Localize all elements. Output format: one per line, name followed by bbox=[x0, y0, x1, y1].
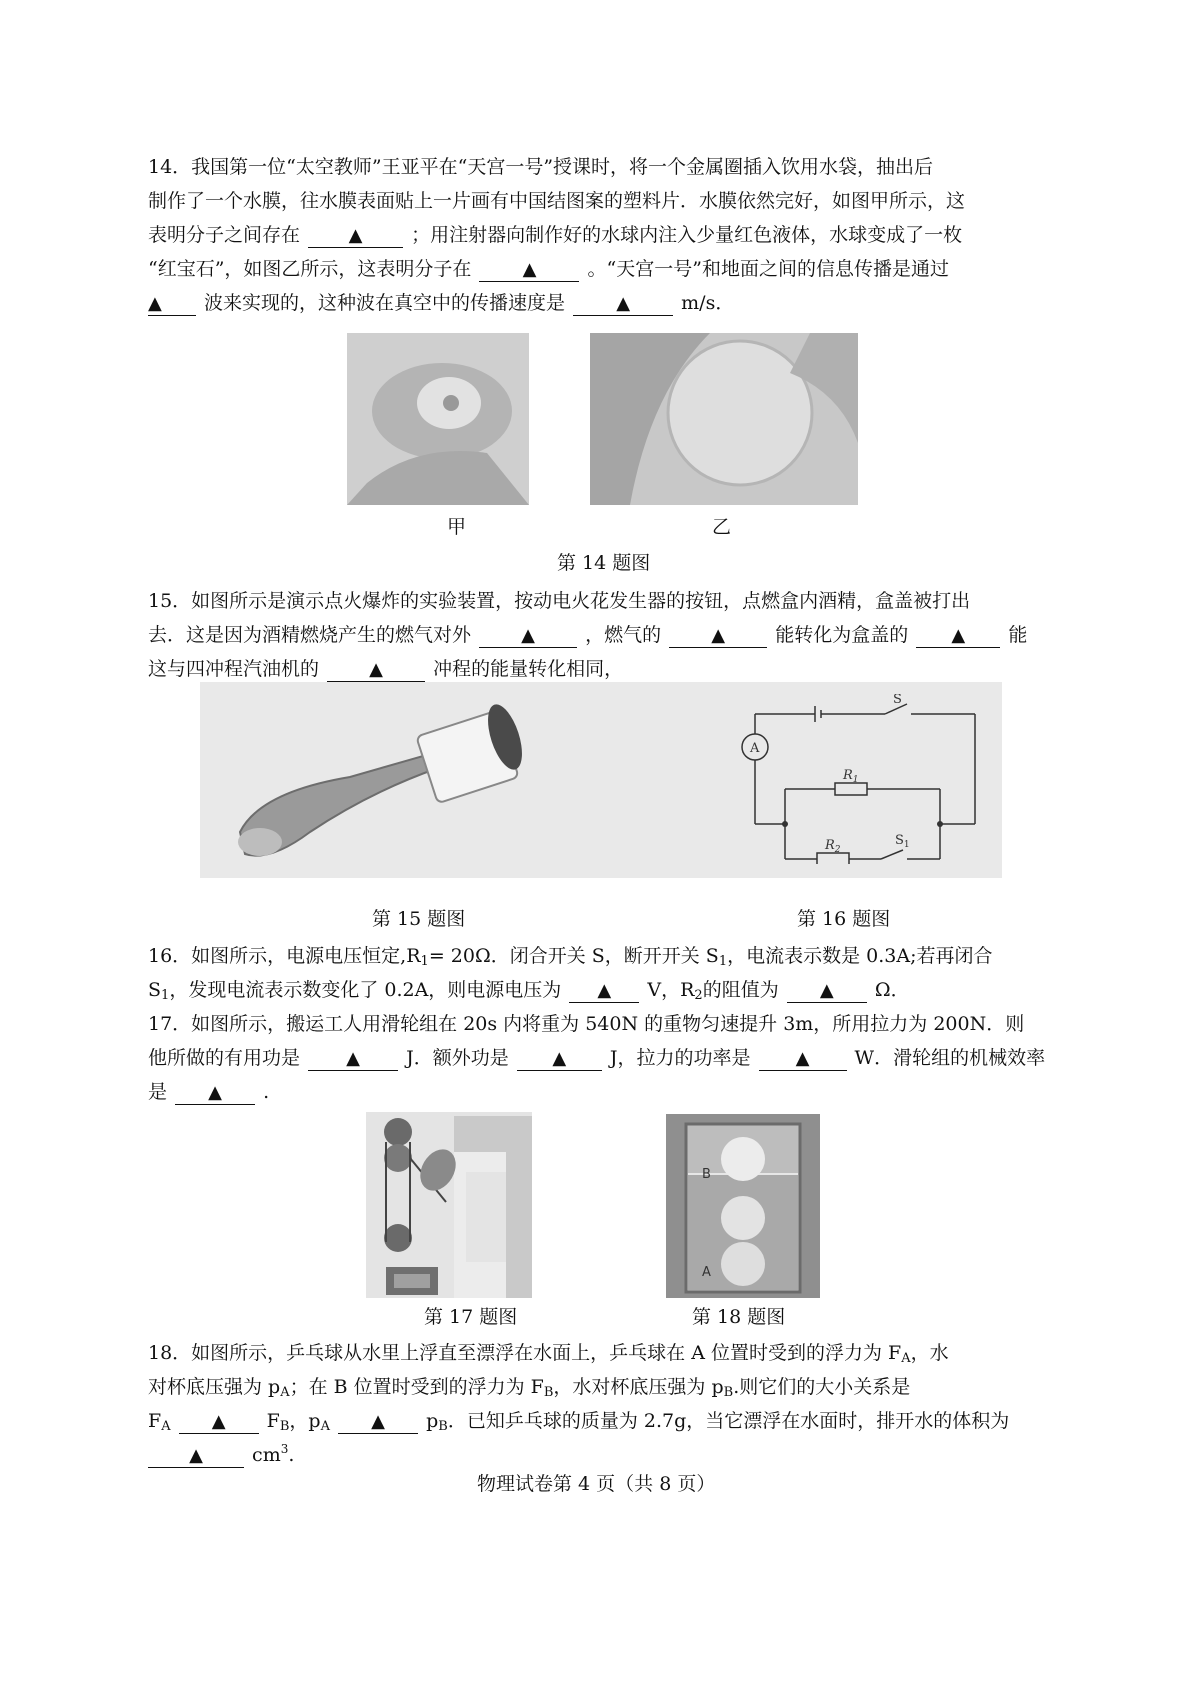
blank-marker: ▲ bbox=[369, 659, 383, 680]
q17-line-1: 17．如图所示，搬运工人用滑轮组在 20s 内将重为 540N 的重物匀速提升 3m，所用拉力为 200N．则 bbox=[148, 1013, 1025, 1035]
q18-text: ；在 B 位置时受到的浮力为 F bbox=[289, 1376, 544, 1398]
q18-text: .则它们的大小关系是 bbox=[733, 1376, 911, 1398]
q14-line-1: 14．我国第一位“太空教师”王亚平在“天宫一号”授课时，将一个金属圈插入饮用水袋，抽出后 bbox=[148, 156, 934, 178]
q18-subscript: B bbox=[543, 1385, 554, 1400]
answer-blank bbox=[148, 292, 196, 316]
figure-18-caption: 第 18 题图 bbox=[692, 1306, 786, 1328]
q18-text: ，水对杯底压强为 p bbox=[553, 1376, 724, 1398]
q17-text: W．滑轮组的机械效率 bbox=[854, 1047, 1046, 1069]
q14-text: 表明分子之间存在 bbox=[148, 224, 301, 246]
blank-marker: ▲ bbox=[189, 1445, 203, 1466]
q18-subscript: A bbox=[901, 1351, 911, 1366]
r1-label bbox=[842, 768, 859, 785]
blank-marker: ▲ bbox=[711, 625, 726, 646]
q16-subscript: 1 bbox=[718, 954, 728, 969]
answer-blank bbox=[759, 1047, 847, 1071]
q17-text: . bbox=[263, 1081, 270, 1103]
answer-blank bbox=[179, 1410, 259, 1434]
answer-blank bbox=[916, 624, 1000, 648]
blank-marker: ▲ bbox=[148, 293, 162, 314]
answer-blank bbox=[308, 224, 403, 248]
blank-marker: ▲ bbox=[208, 1082, 222, 1103]
circuit-diagram bbox=[735, 694, 995, 864]
question-17 bbox=[148, 1007, 1063, 1109]
figure-14-caption: 第 14 题图 bbox=[557, 552, 651, 574]
q16-line-2 bbox=[148, 973, 1063, 1007]
q18-text: cm bbox=[252, 1444, 281, 1466]
figure-18-beaker bbox=[666, 1114, 820, 1298]
blank-marker: ▲ bbox=[552, 1048, 567, 1069]
figure-14-photo-b bbox=[590, 333, 858, 505]
s1-subscript: 1 bbox=[903, 840, 910, 850]
q17-text: J．额外功是 bbox=[406, 1047, 509, 1069]
answer-blank bbox=[669, 624, 767, 648]
water-ball-photo bbox=[590, 333, 858, 505]
q14-text: 波来实现的，这种波在真空中的传播速度是 bbox=[204, 292, 566, 314]
q15-text: 能转化为盒盖的 bbox=[775, 624, 909, 646]
q15-text: 去．这是因为酒精燃烧产生的燃气对外 bbox=[148, 624, 472, 646]
q18-text: ．已知乒乓球的质量为 2.7g，当它漂浮在水面时，排开水的体积为 bbox=[447, 1410, 1010, 1432]
q16-text: 的阻值为 bbox=[702, 979, 779, 1001]
q16-subscript: 1 bbox=[161, 988, 170, 1003]
blank-marker: ▲ bbox=[795, 1048, 810, 1069]
r1-letter: R bbox=[843, 768, 853, 783]
position-a-label: A bbox=[702, 1265, 711, 1280]
blank-marker: ▲ bbox=[616, 293, 631, 314]
ammeter-label: A bbox=[750, 741, 760, 756]
q16-subscript: 1 bbox=[420, 954, 429, 969]
q14-text: m/s． bbox=[681, 292, 735, 314]
q18-text: F bbox=[266, 1410, 280, 1432]
answer-blank bbox=[573, 292, 673, 316]
q18-text: F bbox=[148, 1410, 162, 1432]
q18-line-4 bbox=[148, 1438, 1063, 1472]
q14-line-2: 制作了一个水膜，往水膜表面贴上一片画有中国结图案的塑料片．水膜依然完好，如图甲所示，这 bbox=[148, 190, 966, 212]
beaker-photo bbox=[666, 1114, 820, 1298]
answer-blank bbox=[338, 1410, 418, 1434]
q18-text: p bbox=[426, 1410, 439, 1432]
r2-letter: R bbox=[825, 838, 835, 853]
figure-14-label-b: 乙 bbox=[712, 516, 732, 538]
q15-text: 这与四冲程汽油机的 bbox=[148, 658, 320, 680]
answer-blank bbox=[308, 1047, 398, 1071]
switch-s1-label bbox=[895, 833, 910, 850]
q14-line-4 bbox=[148, 252, 1063, 286]
r1-subscript: 1 bbox=[852, 775, 859, 785]
q18-text: 18．如图所示，乒乓球从水里上浮直至漂浮在水面上，乒乓球在 A 位置时受到的浮力为 F bbox=[148, 1342, 902, 1364]
blank-marker: ▲ bbox=[346, 1048, 360, 1069]
q16-text: = 20Ω．闭合开关 S，断开开关 S bbox=[428, 945, 719, 967]
q14-text: ；用注射器向制作好的水球内注入少量红色液体，水球变成了一枚 bbox=[411, 224, 963, 246]
answer-blank bbox=[175, 1081, 255, 1105]
q15-line-2 bbox=[148, 618, 1063, 652]
figure-14-label-a: 甲 bbox=[447, 516, 467, 538]
blank-marker: ▲ bbox=[522, 259, 537, 280]
position-b-label: B bbox=[702, 1167, 711, 1182]
figure-17-pulley bbox=[366, 1112, 532, 1298]
blank-marker: ▲ bbox=[819, 980, 834, 1001]
r2-label bbox=[824, 838, 841, 855]
figure-17-caption: 第 17 题图 bbox=[424, 1306, 518, 1328]
q16-text: ，电流表示数是 0.3A;若再闭合 bbox=[727, 945, 993, 967]
question-15 bbox=[148, 584, 1063, 686]
q18-subscript: B bbox=[438, 1419, 448, 1434]
q16-text: S bbox=[148, 979, 162, 1001]
q15-text: ，燃气的 bbox=[585, 624, 662, 646]
q16-text: ，发现电流表示数变化了 0.2A，则电源电压为 bbox=[169, 979, 562, 1001]
switch-s-label: S bbox=[893, 694, 902, 707]
figure-14-photo-a bbox=[347, 333, 529, 505]
q18-subscript: B bbox=[279, 1419, 290, 1434]
blank-marker: ▲ bbox=[211, 1411, 226, 1432]
q16-text: 16．如图所示，电源电压恒定,R bbox=[148, 945, 421, 967]
answer-blank bbox=[517, 1047, 602, 1071]
answer-blank bbox=[148, 1444, 244, 1468]
q15-text: 能 bbox=[1008, 624, 1028, 646]
q18-superscript: 3 bbox=[280, 1442, 289, 1456]
water-film-photo bbox=[347, 333, 529, 505]
question-18 bbox=[148, 1336, 1063, 1472]
q18-subscript: A bbox=[161, 1419, 171, 1434]
q15-line-3 bbox=[148, 652, 1063, 686]
q18-subscript: A bbox=[280, 1385, 290, 1400]
blank-marker: ▲ bbox=[521, 625, 535, 646]
answer-blank bbox=[479, 624, 577, 648]
q18-subscript: A bbox=[320, 1419, 330, 1434]
q14-text: 。“天宫一号”和地面之间的信息传播是通过 bbox=[587, 258, 949, 280]
q18-subscript: B bbox=[723, 1385, 734, 1400]
figure-15-16-panel bbox=[200, 682, 1002, 878]
answer-blank bbox=[479, 258, 579, 282]
q17-line-2 bbox=[148, 1041, 1063, 1075]
blank-marker: ▲ bbox=[348, 225, 363, 246]
question-16 bbox=[148, 939, 1063, 1007]
q14-text: “红宝石”，如图乙所示，这表明分子在 bbox=[148, 258, 472, 280]
q14-line-3 bbox=[148, 218, 1063, 252]
page-footer: 物理试卷第 4 页（共 8 页） bbox=[477, 1473, 716, 1495]
q15-text: 冲程的能量转化相同， bbox=[433, 658, 624, 680]
q18-line-2 bbox=[148, 1370, 1063, 1404]
blank-marker: ▲ bbox=[371, 1411, 385, 1432]
answer-blank bbox=[787, 979, 867, 1003]
q17-text: 是 bbox=[148, 1081, 168, 1103]
q16-subscript: 2 bbox=[694, 988, 703, 1003]
r2-subscript: 2 bbox=[834, 845, 841, 855]
q18-text: 对杯底压强为 p bbox=[148, 1376, 281, 1398]
q14-line-5 bbox=[148, 286, 1063, 320]
pulley-photo bbox=[366, 1112, 532, 1298]
q18-line-1 bbox=[148, 1336, 1063, 1370]
q17-text: J，拉力的功率是 bbox=[609, 1047, 751, 1069]
figure-16-caption: 第 16 题图 bbox=[797, 908, 891, 930]
q16-text: V，R bbox=[647, 979, 695, 1001]
answer-blank bbox=[569, 979, 639, 1003]
q16-text: Ω． bbox=[874, 979, 910, 1001]
figure-15-caption: 第 15 题图 bbox=[372, 908, 466, 930]
answer-blank bbox=[327, 658, 425, 682]
q18-text: ，水 bbox=[910, 1342, 949, 1364]
s1-letter: S bbox=[895, 833, 904, 848]
question-14 bbox=[148, 150, 1063, 320]
blank-marker: ▲ bbox=[597, 980, 612, 1001]
q18-text: ，p bbox=[289, 1410, 321, 1432]
q16-line-1 bbox=[148, 939, 1063, 973]
blank-marker: ▲ bbox=[951, 625, 966, 646]
q18-text: . bbox=[288, 1444, 295, 1466]
q18-line-3 bbox=[148, 1404, 1063, 1438]
q17-text: 他所做的有用功是 bbox=[148, 1047, 301, 1069]
q15-line-1: 15．如图所示是演示点火爆炸的实验装置，按动电火花发生器的按钮，点燃盒内酒精，盒盖被打出 bbox=[148, 590, 971, 612]
q17-line-3 bbox=[148, 1075, 1063, 1109]
